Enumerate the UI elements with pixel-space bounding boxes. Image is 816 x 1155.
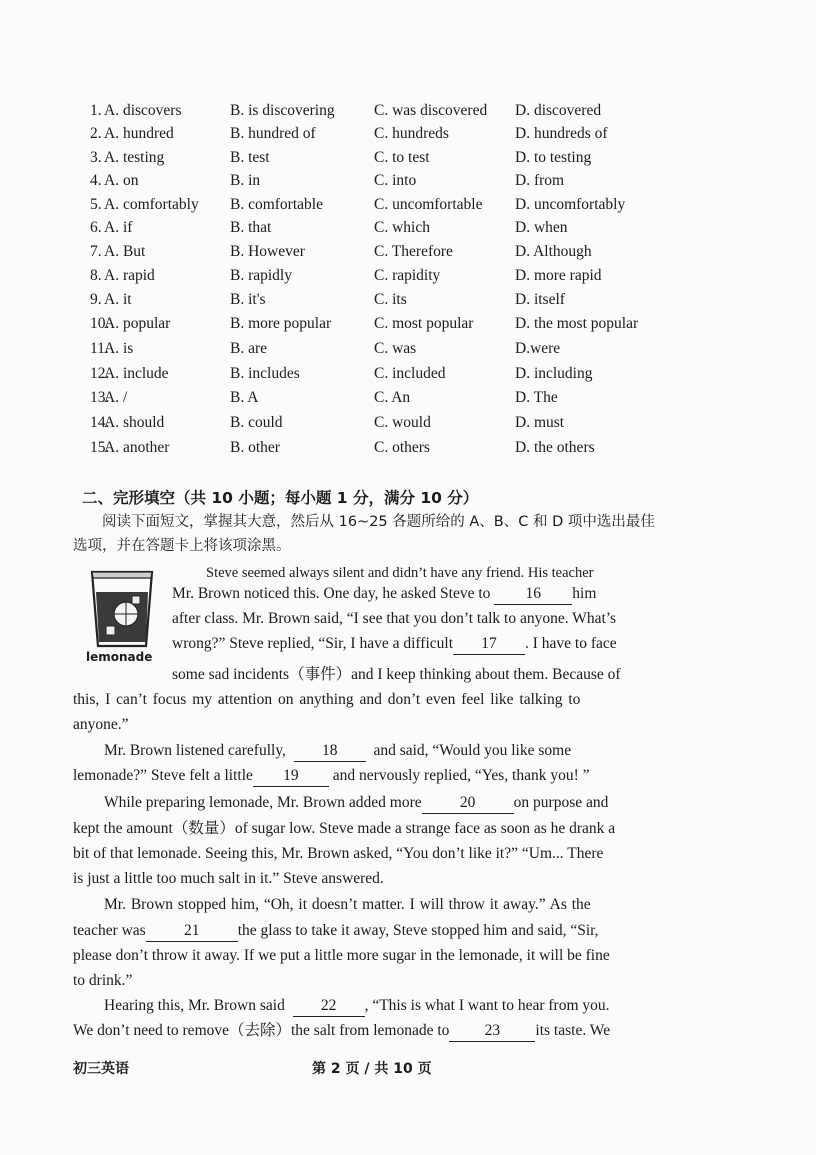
option-row [90, 241, 730, 263]
blank-19: 19 [253, 766, 329, 787]
option-b: B. more popular [230, 315, 332, 332]
blank-22: 22 [293, 996, 365, 1017]
option-row [90, 412, 730, 434]
question-number: 7. [90, 243, 102, 260]
option-c: C. included [374, 365, 446, 382]
passage-line: While preparing lemonade, Mr. Brown added more 20 on purpose and [104, 791, 608, 815]
passage-line: this, I can’t focus my attention on anything and don’t even feel like talking to [73, 691, 581, 708]
option-row [90, 147, 730, 169]
option-d: D. from [515, 172, 565, 189]
option-c: C. others [374, 439, 430, 456]
option-b: B. it's [230, 291, 266, 308]
passage-line: Mr. Brown listened carefully, 18 and said, “Would you like some [104, 739, 571, 763]
question-number: 13. [90, 389, 110, 406]
option-row [90, 123, 730, 145]
option-a: A. another [104, 439, 170, 456]
option-a: A. comfortably [104, 196, 199, 213]
option-row [90, 313, 730, 335]
option-d: D.were [515, 340, 561, 357]
blank-21: 21 [146, 921, 238, 942]
question-number: 1. [90, 102, 102, 119]
option-row [90, 387, 730, 409]
option-a: A. testing [104, 149, 165, 166]
blank-16: 16 [494, 584, 572, 605]
option-row [90, 170, 730, 192]
image-caption: lemonade [86, 650, 153, 664]
option-b: B. hundred of [230, 125, 316, 142]
option-b: B. could [230, 414, 283, 431]
option-a: A. should [104, 414, 165, 431]
option-d: D. including [515, 365, 593, 382]
option-c: C. most popular [374, 315, 474, 332]
option-c: C. An [374, 389, 411, 406]
passage-line: is just a little too much salt in it.” Steve answered. [73, 870, 384, 887]
passage-line: after class. Mr. Brown said, “I see that you don’t talk to anyone. What’s [172, 610, 617, 627]
option-a: A. on [104, 172, 139, 189]
option-c: C. to test [374, 149, 430, 166]
passage-line: Mr. Brown stopped him, “Oh, it doesn’t matter. I will throw it away.” As the [104, 896, 591, 913]
option-row [90, 265, 730, 287]
option-b: B. comfortable [230, 196, 323, 213]
option-b: B. rapidly [230, 267, 292, 284]
option-b: B. in [230, 172, 261, 189]
option-a: A. rapid [104, 267, 155, 284]
option-d: D. hundreds of [515, 125, 608, 142]
option-a: A. is [104, 340, 134, 357]
option-b: B. that [230, 219, 272, 236]
option-a: A. include [104, 365, 169, 382]
blank-20: 20 [422, 793, 514, 814]
blank-23: 23 [449, 1021, 535, 1042]
question-number: 11. [90, 340, 109, 357]
question-number: 8. [90, 267, 102, 284]
option-c: C. hundreds [374, 125, 449, 142]
passage-line: lemonade?” Steve felt a little 19 and nervously replied, “Yes, thank you! ” [73, 764, 590, 788]
option-d: D. discovered [515, 102, 602, 119]
question-number: 15. [90, 439, 110, 456]
option-b: B. A [230, 389, 259, 406]
option-d: D. uncomfortably [515, 196, 626, 213]
option-c: C. was [374, 340, 417, 357]
option-a: A. popular [104, 315, 171, 332]
option-d: D. the most popular [515, 315, 639, 332]
passage-line: anyone.” [73, 716, 129, 733]
option-a: A. hundred [104, 125, 174, 142]
passage-line: Mr. Brown noticed this. One day, he asked Steve to 16 him [172, 582, 596, 606]
option-b: B. However [230, 243, 305, 260]
section-instruction: 阅读下面短文，掌握其大意，然后从 16~25 各题所给的 A、B、C 和 D 项中选出最佳选项，并在答题卡上将该项涂黑。 [73, 514, 655, 554]
blank-17: 17 [453, 634, 525, 655]
option-d: D. the others [515, 439, 595, 456]
option-row [90, 289, 730, 311]
option-b: B. are [230, 340, 268, 357]
option-c: C. was discovered [374, 102, 488, 119]
option-d: D. itself [515, 291, 565, 308]
option-d: D. The [515, 389, 558, 406]
option-c: C. its [374, 291, 407, 308]
question-number: 6. [90, 219, 102, 236]
passage-line: Hearing this, Mr. Brown said 22 , “This is what I want to hear from you. [104, 994, 610, 1018]
option-c: C. uncomfortable [374, 196, 483, 213]
option-a: A. if [104, 219, 133, 236]
question-number: 9. [90, 291, 102, 308]
option-a: A. But [104, 243, 146, 260]
passage-line: please don’t throw it away. If we put a little more sugar in the lemonade, it will be fine [73, 947, 610, 964]
option-c: C. rapidity [374, 267, 441, 284]
passage-line: bit of that lemonade. Seeing this, Mr. Brown asked, “You don’t like it?” “Um... There [73, 845, 604, 862]
passage-line: some sad incidents（事件）and I keep thinking about them. Because of [172, 666, 621, 683]
option-c: C. Therefore [374, 243, 453, 260]
option-d: D. to testing [515, 149, 592, 166]
lemonade-glass-image [86, 566, 158, 650]
option-b: B. includes [230, 365, 300, 382]
option-row [90, 437, 730, 459]
option-row [90, 338, 730, 360]
passage-line: We don’t need to remove（去除）the salt from lemonade to 23 its taste. We [73, 1019, 610, 1043]
passage-line: teacher was 21 the glass to take it away, Steve stopped him and said, “Sir, [73, 919, 599, 943]
passage-line: Steve seemed always silent and didn’t have any friend. His teacher [206, 565, 594, 581]
blank-18: 18 [294, 741, 366, 762]
option-d: D. when [515, 219, 568, 236]
option-b: B. test [230, 149, 270, 166]
question-number: 14. [90, 414, 110, 431]
footer-page-number: 第 2 页 / 共 10 页 [312, 1061, 432, 1077]
question-number: 3. [90, 149, 102, 166]
section-title: 二、完形填空（共 10 小题；每小题 1 分，满分 10 分） [82, 489, 479, 507]
footer-subject: 初三英语 [73, 1061, 129, 1077]
option-a: A. discovers [104, 102, 182, 119]
option-d: D. Although [515, 243, 592, 260]
option-d: D. more rapid [515, 267, 602, 284]
question-number: 12. [90, 365, 110, 382]
option-d: D. must [515, 414, 565, 431]
option-a: A. / [104, 389, 128, 406]
passage-line: wrong?” Steve replied, “Sir, I have a difficult 17 . I have to face [172, 632, 617, 656]
option-row [90, 100, 730, 122]
question-number: 2. [90, 125, 102, 142]
question-number: 4. [90, 172, 102, 189]
option-row [90, 194, 730, 216]
option-c: C. would [374, 414, 431, 431]
option-row [90, 217, 730, 239]
option-c: C. into [374, 172, 417, 189]
option-b: B. other [230, 439, 280, 456]
passage-line: kept the amount（数量）of sugar low. Steve made a strange face as soon as he drank a [73, 820, 616, 837]
question-number: 5. [90, 196, 102, 213]
option-b: B. is discovering [230, 102, 335, 119]
passage-line: to drink.” [73, 972, 133, 989]
question-number: 10. [90, 315, 110, 332]
option-a: A. it [104, 291, 132, 308]
option-row [90, 363, 730, 385]
option-c: C. which [374, 219, 430, 236]
